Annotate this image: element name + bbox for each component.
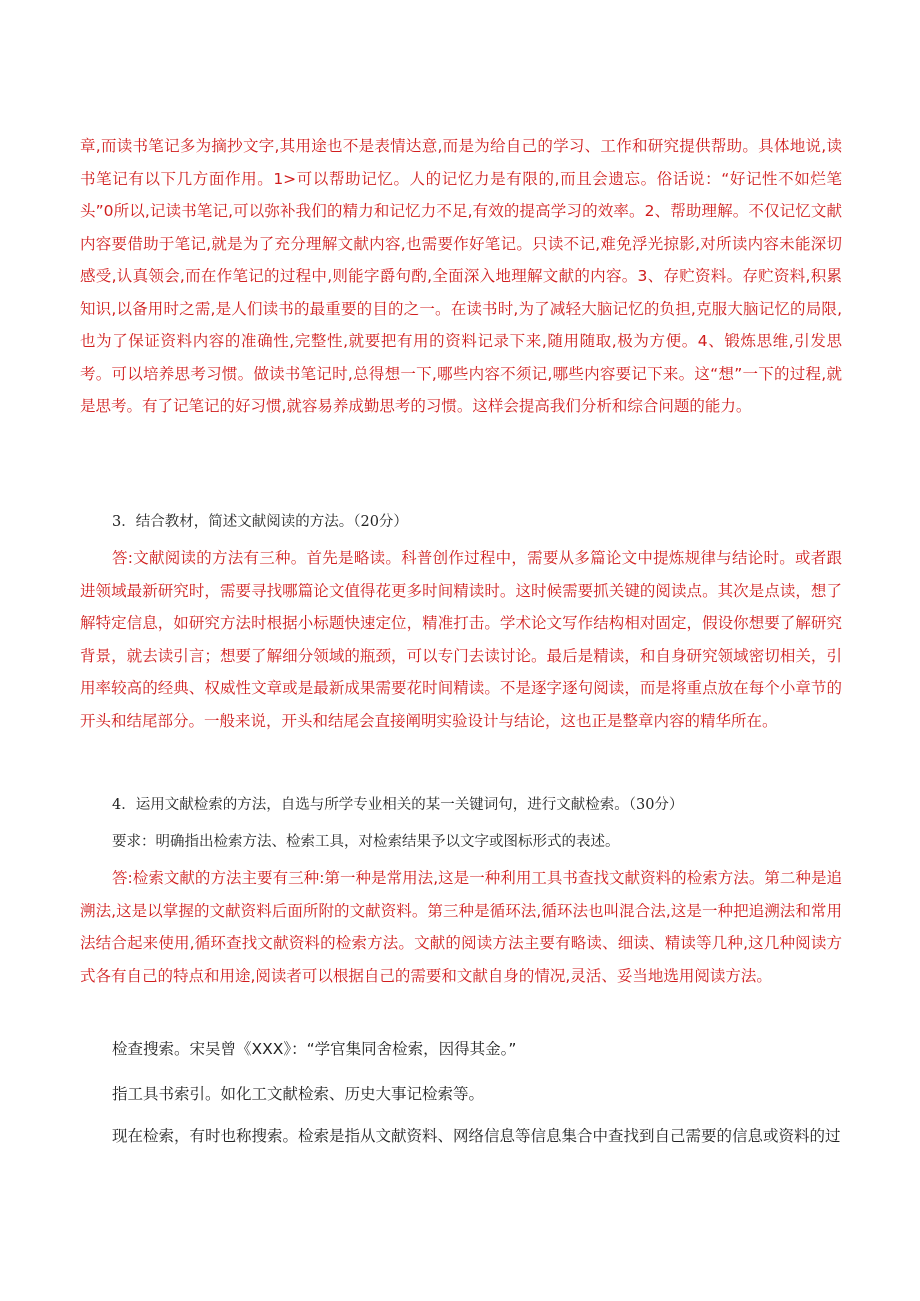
question-3: 3．结合教材，简述文献阅读的方法。（20分） <box>112 514 408 530</box>
answer-4-paragraph: 答:检索文献的方法主要有三种:第一种是常用法,这是一种利用工具书查找文献资料的检索方法。第二种是追溯法,这是以掌握的文献资料后面所附的文献资料。第三种是循环法,循环法也叫混合法,这是一种把追溯法和常用法结合起来使用,循环查找文献资料的检索方法。文献的阅读方法主要有略读、细读、精读等几种,这几种阅读方式各有自己的特点和用途,阅读者可以根据自己的需要和文献自身的情况,灵活、妥当地选用阅读方法。 <box>80 869 842 985</box>
question-4-requirement: 要求：明确指出检索方法、检索工具，对检索结果予以文字或图标形式的表述。 <box>112 834 620 850</box>
answer-3-paragraph: 答:文献阅读的方法有三种。首先是略读。科普创作过程中，需要从多篇论文中提炼规律与结论时。或者跟进领域最新研究时，需要寻找哪篇论文值得花更多时间精读时。这时候需要抓关键的阅读点。其次是点读，想了解特定信息，如研究方法时根据小标题快速定位，精准打击。学术论文写作结构相对固定，假设你想要了解研究背景，就去读引言；想要了解细分领域的瓶颈，可以专门去读讨论。最后是精读，和自身研究领域密切相关，引用率较高的经典、权威性文章或是最新成果需要花时间精读。不是逐字逐句阅读，而是将重点放在每个小章节的开头和结尾部分。一般来说，开头和结尾会直接阐明实验设计与结论，这也正是整章内容的精华所在。 <box>80 549 842 730</box>
reading-notes-paragraph: 章,而读书笔记多为摘抄文字,其用途也不是表情达意,而是为给自己的学习、工作和研究提供帮助。具体地说,读书笔记有以下几方面作用。1>可以帮助记忆。人的记忆力是有限的,而且会遗忘。俗话说：“好记性不如烂笔头”0所以,记读书笔记,可以弥补我们的精力和记忆力不足,有效的提高学习的效率。2、帮助理解。不仅记忆文献内容要借助于笔记,就是为了充分理解文献内容,也需要作好笔记。只读不记,难免浮光掠影,对所读内容未能深切感受,认真领会,而在作笔记的过程中,则能字爵句酌,全面深入地理解文献的内容。3、存贮资料。存贮资料,积累知识,以备用时之需,是人们读书的最重要的目的之一。在读书时,为了减轻大脑记忆的负担,克服大脑记忆的局限,也为了保证资料内容的准确性,完整性,就要把有用的资料记录下来,随用随取,极为方便。4、锻炼思维,引发思考。可以培养思考习惯。做读书笔记时,总得想一下,哪些内容不须记,哪些内容要记下来。这“想”一下的过程,就是思考。有了记笔记的好习惯,就容易养成勤思考的习惯。这样会提高我们分析和综合问题的能力。 <box>80 137 842 415</box>
search-definition-line-1: 检查搜索。宋吴曾《XXX》：“学官集同舍检索，因得其金。” <box>112 1040 517 1058</box>
question-4: 4．运用文献检索的方法，自选与所学专业相关的某一关键词句，进行文献检索。（30分） <box>112 797 684 813</box>
search-definition-line-3: 现在检索，有时也称搜索。检索是指从文献资料、网络信息等信息集合中查找到自己需要的信息或资料的过 <box>112 1127 841 1145</box>
search-definition-line-2: 指工具书索引。如化工文献检索、历史大事记检索等。 <box>112 1085 485 1103</box>
